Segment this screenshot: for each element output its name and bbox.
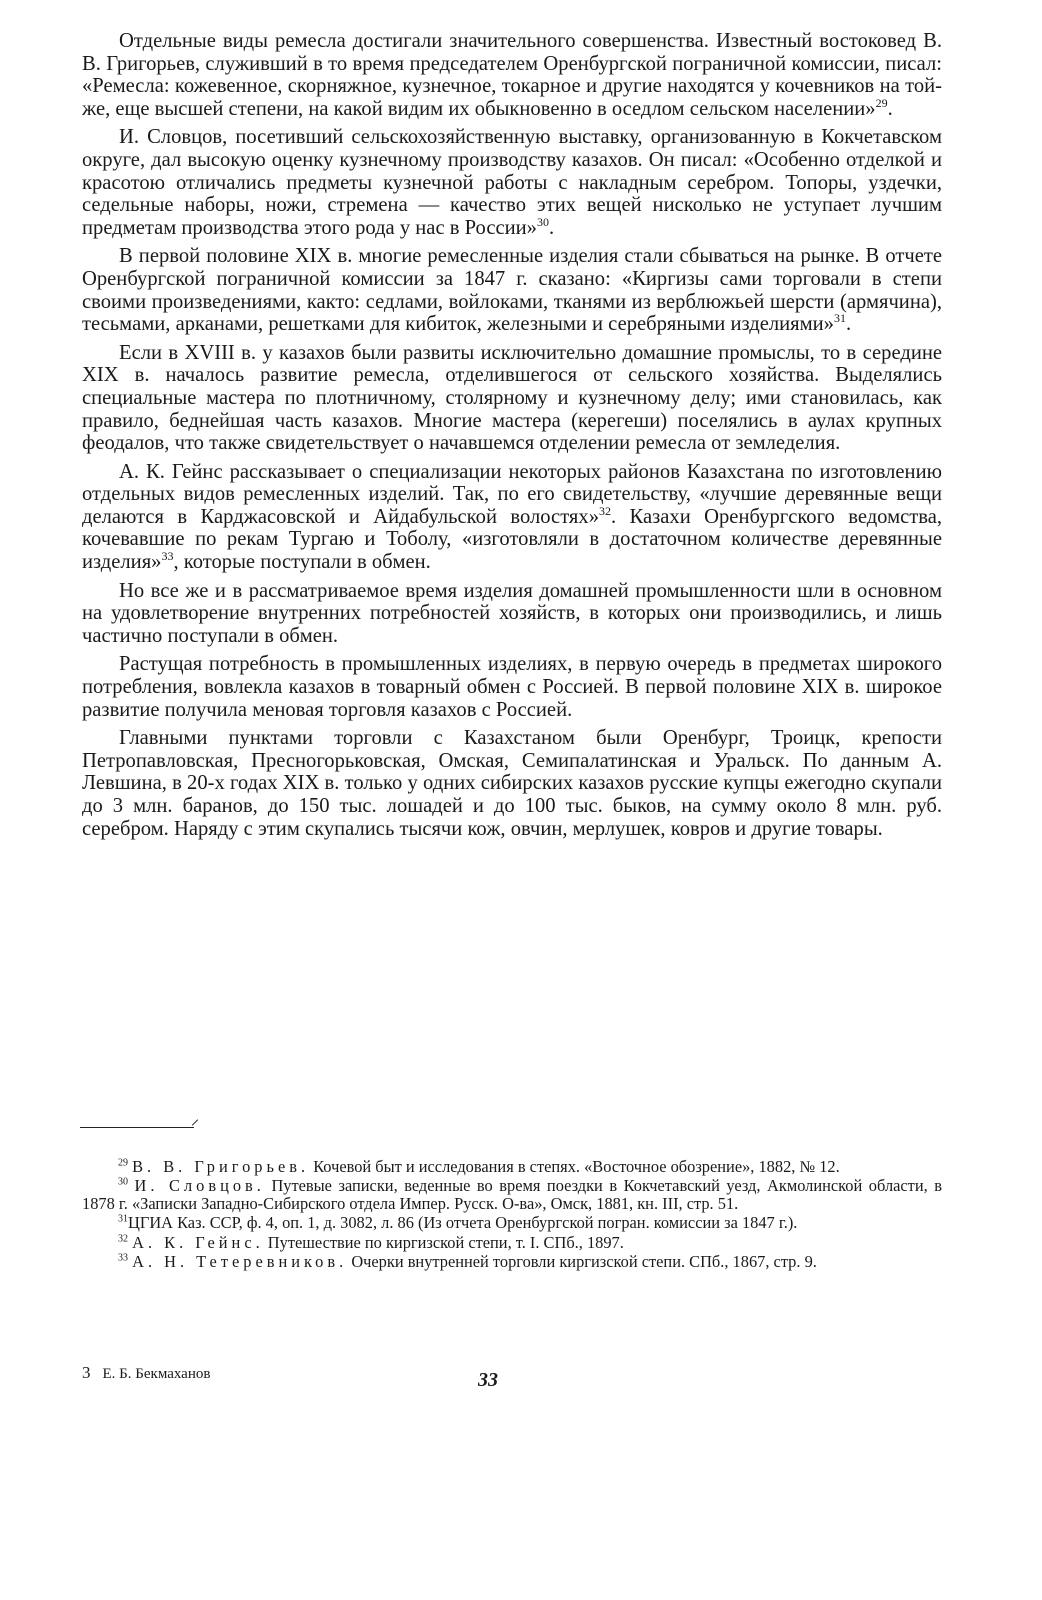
printer-signature	[82, 1363, 210, 1383]
footnote-number: 29	[118, 1157, 128, 1169]
footnote-ref-33: 33	[161, 549, 174, 564]
footnote-author: И. Словцов.	[134, 1176, 265, 1196]
paragraph-6: Но все же и в рассматриваемое время изделия домашней промышленности шли в основном на удовлетворение внутренних потребностей хозяйств, в которых они производились, и лишь частично поступали в обмен.	[82, 579, 942, 647]
paragraph-5-text-b: . Казахи Оренбургского ведомства, кочевавшие по рекам Тургаю и Тоболу, «изготовляли в достаточном количестве деревянные изделия»	[82, 505, 942, 574]
paragraph-7: Растущая потребность в промышленных изделиях, в первую очередь в предметах широкого потребления, вовлекла казахов в товарный обмен с Россией. В первой половине XIX в. широкое развитие получила меновая торговля казахов с Россией.	[82, 653, 942, 721]
footnote-number: 33	[118, 1252, 128, 1264]
paragraph-2-tail: .	[548, 216, 555, 239]
signature-number: 3	[82, 1363, 91, 1382]
paragraph-3-text: В первой половине XIX в. многие ремесленные изделия стали сбываться на рынке. В отчете Оренбургской пограничной комиссии за 1847 г. сказано: «Киргизы сами торговали в степи своими произведениями, както: седлами, войлоками, тканями из верблюжьей шерсти (армячина), тесьмами, арканами, решетками для кибиток, железными и серебряными изделиями»	[82, 245, 942, 336]
paragraph-1-tail: .	[887, 97, 893, 120]
footnote-31	[82, 1214, 942, 1231]
footnote-text: Путешествие по киргизской степи, т. I. СПб., 1897.	[267, 1232, 624, 1252]
footnote-number: 31	[118, 1213, 128, 1225]
footnote-text: Кочевой быт и исследования в степях. «Восточное обозрение», 1882, № 12.	[313, 1157, 840, 1176]
footnote-29	[82, 1158, 942, 1175]
footnote-separator-mark	[192, 1119, 198, 1125]
footnote-author: А. К. Гейнс.	[132, 1232, 264, 1252]
paragraph-2	[82, 126, 942, 239]
page-number: 33	[478, 1369, 498, 1391]
paragraph-4: Если в XVIII в. у казахов были развиты исключительно домашние промыслы, то в середине XIX в. началось развитие ремесла, отделившегося от сельского хозяйства. Выделялись специальные мастера по плотничному, столярному и кузнечному делу; ими становилась, как правило, беднейшая часть казахов. Многие мастера (керегеши) поселялись в аулах крупных феодалов, что также свидетельствует о начавшемся отделении ремесла от земледелия.	[82, 341, 942, 455]
main-text	[82, 30, 942, 846]
footnote-ref-32: 32	[599, 504, 611, 519]
paragraph-5-text-a: А. К. Гейнс рассказывает о специализации некоторых районов Казахстана по изготовлению отдельных видов ремесленных изделий. Так, по его свидетельству, «лучшие деревянные вещи делаются в Карджасовской и Айдабульской волостях»	[82, 460, 942, 528]
footnote-text: Путевые записки, веденные во время поездки в Кокчетавский уезд, Акмолинской области, в 1878 г. «Записки Западно-Сибирского отдела Импер. Русск. О-ва», Омск, 1881, кн. III, стр. 51.	[82, 1176, 942, 1213]
paragraph-2-text: И. Словцов, посетивший сельскохозяйственную выставку, организованную в Кокчетавском округе, дал высокую оценку кузнечному производству казахов. Он писал: «Особенно отделкой и красотою отличались предметы кузнечной работы с накладным серебром. Топоры, уздечки, седельные наборы, ножи, стремена — качество этих вещей нисколько не уступает лучшим предметам производства этого рода у нас в России»	[82, 126, 942, 239]
footnote-separator	[80, 1127, 194, 1128]
signature-author: Е. Б. Бекмаханов	[102, 1366, 211, 1382]
footnote-number: 30	[118, 1176, 128, 1188]
footnotes	[82, 1158, 942, 1272]
footnote-author: В. В. Григорьев.	[132, 1157, 310, 1176]
footnote-ref-31: 31	[833, 311, 846, 326]
paragraph-5-tail: , которые поступали в обмен.	[173, 551, 431, 574]
paragraph-5	[82, 461, 942, 574]
footnote-text: Очерки внутренней торговли киргизской степи. СПб., 1867, стр. 9.	[351, 1252, 817, 1272]
paragraph-1-text: Отдельные виды ремесла достигали значительного совершенства. Известный востоковед В. В. Григорьев, служивший в то время председателем Оренбургской пограничной комиссии, писал: «Ремесла: кожевенное, скорняжное, кузнечное, токарное и другие находятся у кочевников на той-же, еще высшей степени, на какой видим их обыкновенно в оседлом сельском населении»	[82, 30, 942, 120]
footnote-ref-30: 30	[536, 214, 549, 229]
footnote-33	[82, 1253, 942, 1270]
paragraph-3-tail: .	[845, 313, 852, 336]
footnote-author: А. Н. Тетеревников.	[132, 1252, 348, 1272]
paragraph-3	[82, 245, 942, 335]
paragraph-8: Главными пунктами торговли с Казахстаном были Оренбург, Троицк, крепости Петропавловская, Пресногорьковская, Омская, Семипалатинская и Уральск. По данным А. Левшина, в 20-х годах XIX в. только у одних сибирских казахов русские купцы ежегодно скупали до 3 млн. баранов, до 150 тыс. лошадей и до 100 тыс. быков, на сумму около 8 млн. руб. серебром. Наряду с этим скупались тысячи кож, овчин, мерлушек, ковров и другие товары.	[82, 727, 942, 840]
paragraph-1	[82, 30, 942, 120]
footnote-text: ЦГИА Каз. ССР, ф. 4, оп. 1, д. 3082, л. 86 (Из отчета Оренбургской погран. комиссии за 1847 г.).	[128, 1213, 798, 1233]
footnote-number: 32	[118, 1233, 128, 1245]
footnote-30	[82, 1177, 942, 1212]
footnote-ref-29: 29	[875, 95, 888, 110]
footnote-32	[82, 1234, 942, 1251]
